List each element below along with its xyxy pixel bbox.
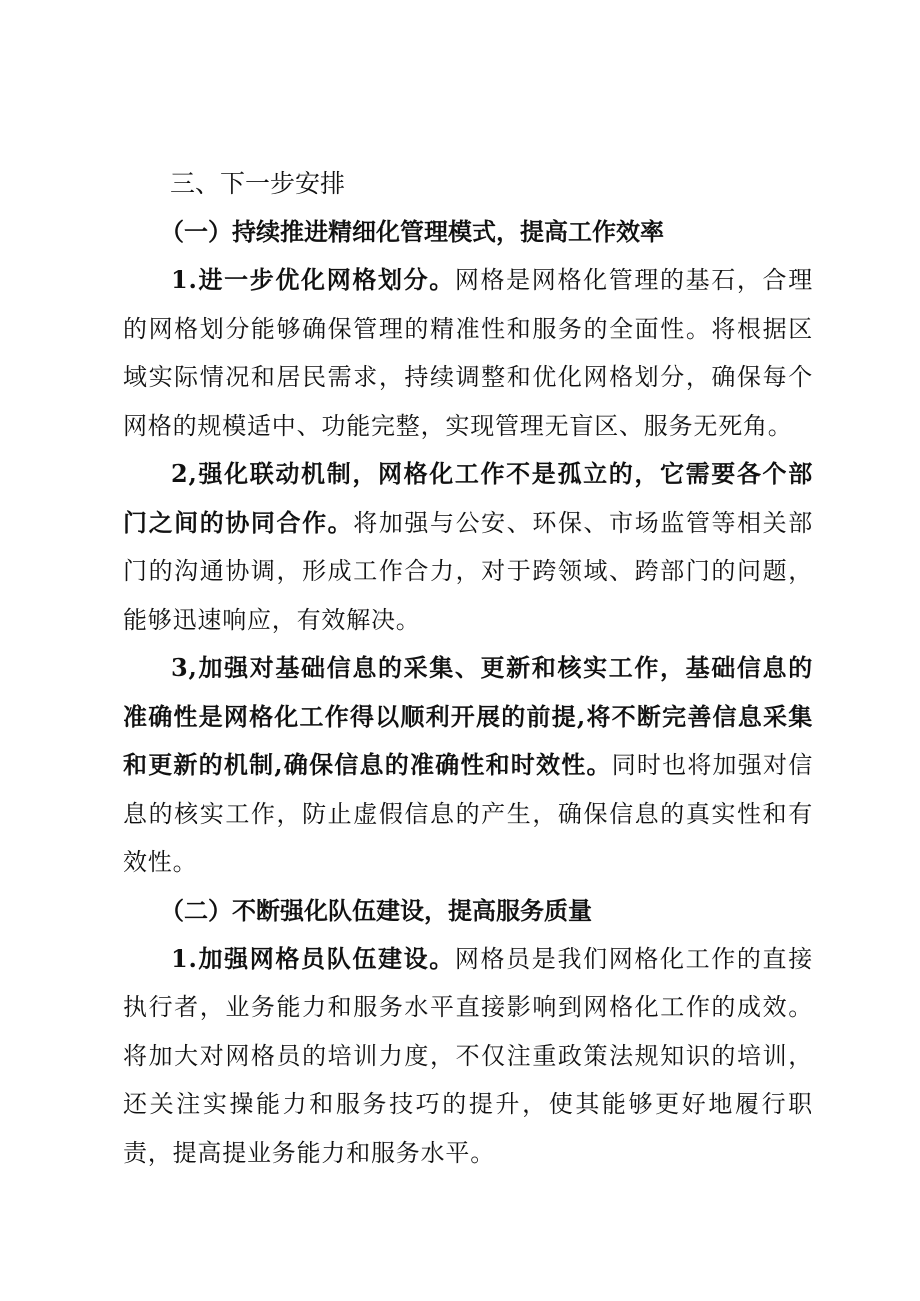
paragraph-1-3-lead: 3,加强对基础信息的采集、更新和核实工作，基础信息的准确性是网格化工作得以顺利开展的前提,将不断完善信息采集和更新的机制,确保信息的准确性和时效性。 (123, 653, 813, 779)
paragraph-1-2 (123, 450, 813, 644)
paragraph-1-1-body: 网格是网格化管理的基石，合理的网格划分能够确保管理的精准性和服务的全面性。将根据区域实际情况和居民需求，持续调整和优化网格划分，确保每个网格的规模适中、功能完整，实现管理无盲区、服务无死角。 (123, 266, 813, 440)
paragraph-1-3 (123, 644, 813, 887)
paragraph-1-2-body: 将加强与公安、环保、市场监管等相关部门的沟通协调，形成工作合力，对于跨领域、跨部门的问题，能够迅速响应，有效解决。 (123, 508, 813, 634)
paragraph-1-1-lead: 1.进一步优化网格划分。 (171, 265, 455, 294)
subsection-1-title: （一）持续推进精细化管理模式，提高工作效率 (160, 217, 664, 246)
paragraph-2-1-lead: 1.加强网格员队伍建设。 (171, 943, 455, 973)
paragraph-2-1-body: 网格员是我们网格化工作的直接执行者，业务能力和服务水平直接影响到网格化工作的成效。将加大对网格员的培训力度，不仅注重政策法规知识的培训，还关注实操能力和服务技巧的提升，使其能够更好地履行职责，提高提业务能力和服务水平。 (123, 944, 813, 1167)
subsection-2-title: （二）不断强化队伍建设，提高服务质量 (160, 895, 592, 925)
section-title: 三、下一步安排 (170, 169, 346, 198)
paragraph-1-2-lead: 2,强化联动机制，网格化工作不是孤立的，它需要各个部门之间的协同合作。 (123, 459, 813, 537)
paragraph-2-1 (123, 935, 813, 1178)
paragraph-1-1 (123, 256, 813, 450)
paragraph-1-3-body: 同时也将加强对信息的核实工作，防止虚假信息的产生，确保信息的真实性和有效性。 (123, 751, 813, 876)
document-body (123, 160, 813, 1177)
